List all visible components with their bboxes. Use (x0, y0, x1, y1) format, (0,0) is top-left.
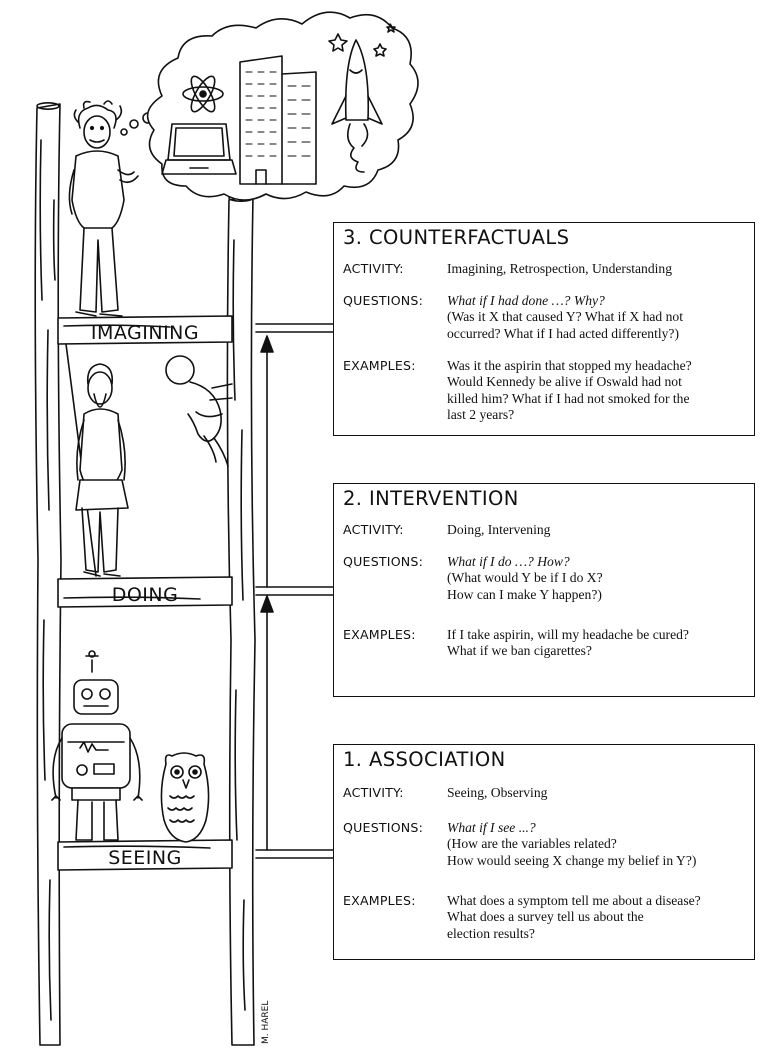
owl-figure (161, 753, 208, 842)
examples-label: EXAMPLES: (343, 627, 416, 642)
questions-label: QUESTIONS: (343, 293, 424, 308)
rung-label-doing: DOING (111, 584, 179, 606)
einstein-figure (69, 101, 138, 316)
artist-signature: M. HAREL (261, 1000, 271, 1044)
example-line: killed him? What if I had not smoked for the (447, 390, 690, 406)
example-line: What does a survey tell us about the (447, 909, 644, 925)
questions-row (343, 554, 748, 606)
question-line: (How are the variables related? (447, 836, 617, 852)
activity-label: ACTIVITY: (343, 261, 404, 276)
thought-cloud (148, 12, 418, 200)
activity-label: ACTIVITY: (343, 522, 404, 537)
activity-row (343, 785, 748, 803)
question-line: (What would Y be if I do X? (447, 570, 603, 586)
rung-label-imagining: IMAGINING (90, 322, 200, 344)
ladder-left-pole (35, 103, 61, 1045)
example-line: Was it the aspirin that stopped my headache? (447, 358, 692, 373)
question-line: (Was it X that caused Y? What if X had not (447, 309, 683, 325)
association-box (333, 744, 755, 960)
question-head: What if I had done …? Why? (447, 293, 605, 308)
activity-text: Doing, Intervening (447, 522, 551, 537)
example-line: election results? (447, 925, 535, 941)
example-line: If I take aspirin, will my headache be cured? (447, 627, 689, 642)
question-line: occurred? What if I had acted differently?) (447, 325, 679, 341)
activity-text: Imagining, Retrospection, Understanding (447, 261, 673, 276)
question-head: What if I see ...? (447, 820, 536, 835)
example-line: Would Kennedy be alive if Oswald had not (447, 374, 682, 390)
question-head: What if I do …? How? (447, 554, 570, 569)
counterfactuals-box (333, 222, 755, 436)
baby-figure (166, 356, 232, 466)
activity-text: Seeing, Observing (447, 785, 548, 800)
example-line: What does a symptom tell me about a disease? (447, 893, 701, 908)
examples-row (343, 627, 748, 663)
questions-label: QUESTIONS: (343, 820, 424, 835)
examples-row (343, 358, 748, 428)
robot-figure (52, 651, 142, 840)
questions-row (343, 293, 748, 345)
intervention-box (333, 483, 755, 697)
activity-label: ACTIVITY: (343, 785, 404, 800)
questions-row (343, 820, 748, 872)
rung-label-seeing: SEEING (108, 847, 182, 869)
box-title: 2. INTERVENTION (343, 487, 519, 510)
example-line: last 2 years? (447, 407, 515, 423)
examples-label: EXAMPLES: (343, 893, 416, 908)
activity-row (343, 522, 748, 540)
question-line: How can I make Y happen?) (447, 586, 602, 602)
question-line: How would seeing X change my belief in Y?) (447, 852, 697, 868)
examples-label: EXAMPLES: (343, 358, 416, 373)
questions-label: QUESTIONS: (343, 554, 424, 569)
example-line: What if we ban cigarettes? (447, 643, 592, 659)
box-title: 1. ASSOCIATION (343, 748, 506, 771)
activity-row (343, 261, 748, 279)
examples-row (343, 893, 748, 945)
progress-arrows (261, 336, 273, 850)
box-title: 3. COUNTERFACTUALS (343, 226, 570, 249)
caveman-figure (66, 344, 128, 576)
